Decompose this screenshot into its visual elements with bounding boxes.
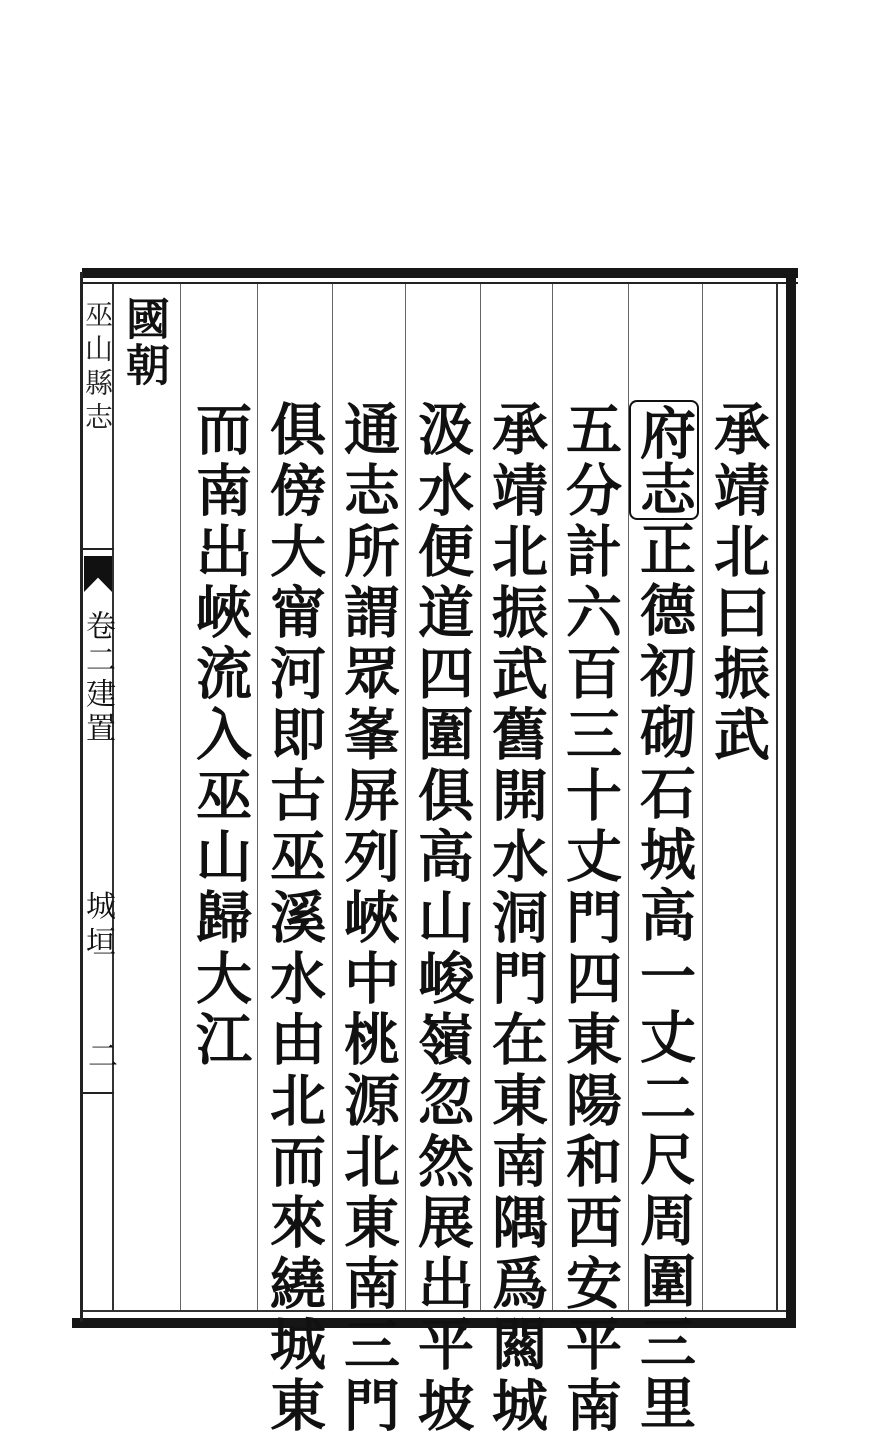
- column-text: 正德初砌石城高一丈二尺周圍三里: [631, 520, 697, 1435]
- text-column-1: [705, 400, 771, 766]
- frame-top-border: [82, 268, 798, 278]
- column-rule: [702, 284, 703, 1310]
- banxin-section: 城垣: [80, 890, 115, 962]
- column-text: 承靖北曰振武: [705, 400, 771, 766]
- banxin-page-number: 二: [82, 1040, 117, 1070]
- text-column-2: [631, 400, 697, 1435]
- fish-tail-rule: [80, 1092, 114, 1094]
- column-rule: [480, 284, 481, 1310]
- column-rule: [405, 284, 406, 1310]
- fish-tail-mark: [84, 556, 112, 592]
- column-text: 五分計六百三十丈門四東陽和西安平南: [557, 400, 623, 1437]
- banxin-book-title: 巫山縣志: [81, 300, 114, 436]
- source-note-box: 府志: [629, 400, 699, 520]
- text-column-4: [483, 400, 549, 1437]
- text-column-6: [335, 400, 401, 1437]
- banxin-volume: 卷二建置: [80, 610, 115, 746]
- column-rule: [180, 284, 181, 1310]
- banxin-divider: [112, 284, 114, 1310]
- text-column-3: [557, 400, 623, 1437]
- column-text: 而南出峽流入巫山歸大江: [187, 400, 253, 1071]
- fish-tail-rule: [80, 548, 114, 550]
- column-text: 汲水便道四圍俱高山峻嶺忽然展出平坡: [409, 400, 475, 1437]
- column-rule: [257, 284, 258, 1310]
- frame-right-border: [786, 268, 796, 1328]
- column-text: 通志所謂眾峯屏列峽中桃源北東南三門: [335, 400, 401, 1437]
- text-column-7: [261, 400, 327, 1437]
- heading-guochao: 國朝: [118, 296, 169, 388]
- frame-top-inner-border: [82, 282, 798, 284]
- text-column-5: [409, 400, 475, 1437]
- text-column-8: [187, 400, 253, 1071]
- frame-right-inner-border: [776, 284, 778, 1312]
- column-rule: [552, 284, 553, 1310]
- column-rule: [332, 284, 333, 1310]
- column-text: 俱傍大甯河即古巫溪水由北而來繞城東: [261, 400, 327, 1437]
- column-text: 承靖北振武舊開水洞門在東南隅爲闗城: [483, 400, 549, 1437]
